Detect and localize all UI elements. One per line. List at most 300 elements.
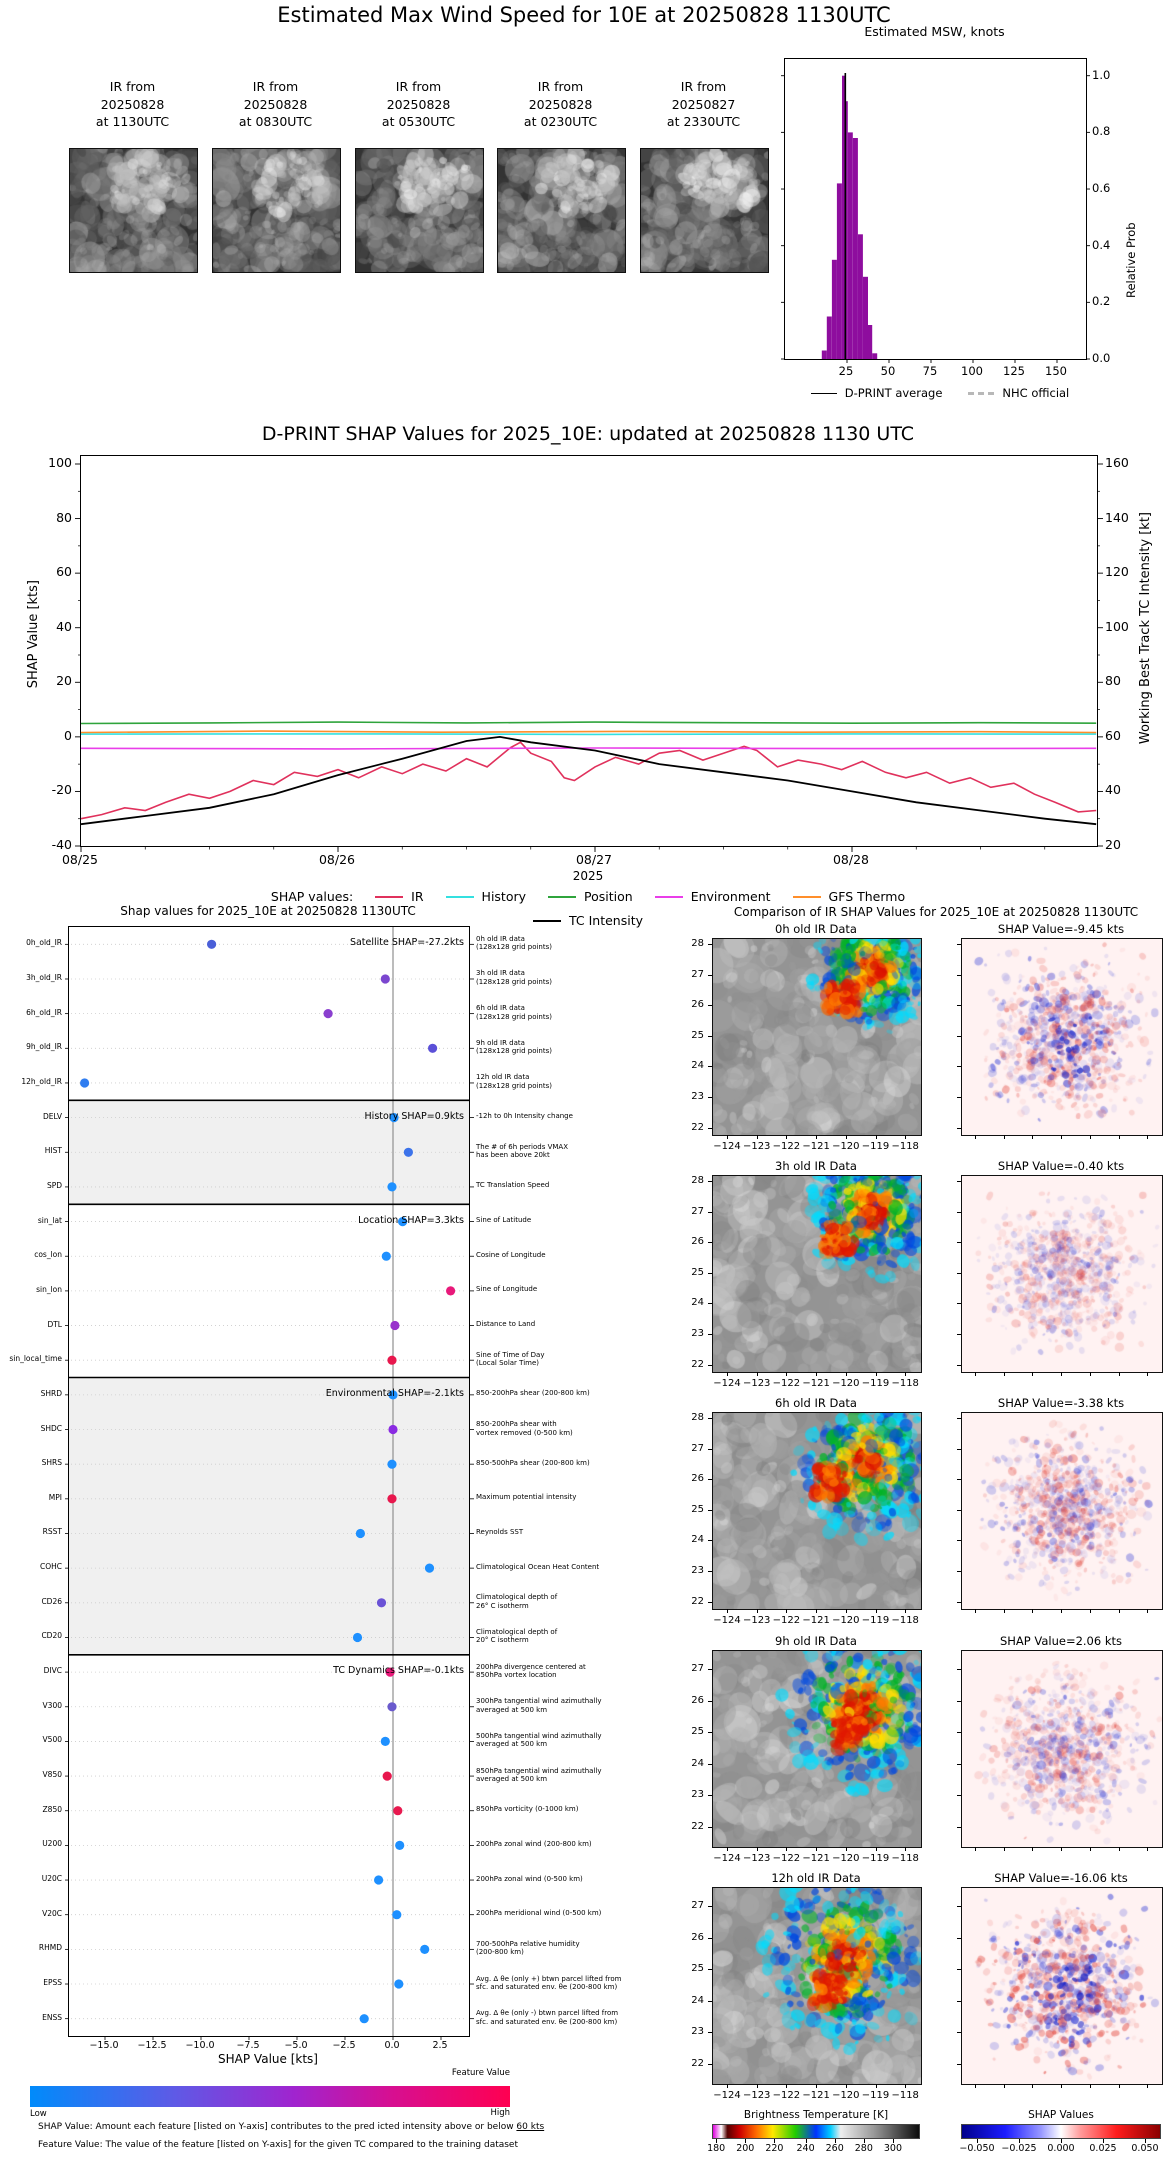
feature-label: V500 [42, 1735, 62, 1745]
feature-annotation [476, 1697, 676, 1714]
map-ytick: 23 [691, 1328, 704, 1339]
feature-annotation-line: 700-500hPa relative humidity [476, 1939, 580, 1948]
tick-mark [975, 1135, 976, 1139]
histogram-bar [832, 260, 837, 359]
comparison-ir-title: 6h old IR Data [775, 1396, 857, 1410]
shap-dot-sin_local_time [387, 1356, 396, 1365]
feature-label: MPI [48, 1492, 62, 1502]
tick-mark [816, 1135, 817, 1139]
shap-colorbar [961, 2124, 1161, 2139]
tick-mark [708, 1479, 712, 1480]
legend-label: NHC official [1002, 386, 1070, 400]
footnote-feature-value: Feature Value: The value of the feature [listed on Y-axis] for the given TC compared to the training dataset [38, 2140, 519, 2150]
feature-value-colorbar [30, 2086, 510, 2107]
section-header: Location SHAP=3.3kts [358, 1214, 464, 1226]
shap-dotplot [68, 926, 470, 2037]
histogram-bar [853, 138, 858, 359]
feature-annotation-line: has been above 20kt [476, 1151, 550, 1160]
feature-label: ENSS [42, 2012, 62, 2022]
tick-mark [708, 1701, 712, 1702]
histogram-bar [827, 317, 832, 360]
series-History [81, 734, 1096, 735]
feature-label: sin_lon [36, 1284, 62, 1294]
shap-dot-6h_old_IR [324, 1009, 333, 1018]
tick-mark [708, 975, 712, 976]
shap-dot-HIST [404, 1148, 413, 1157]
feature-label: RSST [42, 1527, 62, 1537]
shap-dot-Z850 [393, 1806, 402, 1815]
feature-annotation [476, 1628, 676, 1645]
feature-label: U200 [42, 1839, 62, 1849]
feature-label: 9h_old_IR [26, 1042, 62, 1052]
ir-thumb-label [630, 78, 777, 131]
feature-annotation [476, 1039, 676, 1056]
tick-mark [957, 1602, 961, 1603]
tick-mark [708, 1242, 712, 1243]
tick-mark [708, 1128, 712, 1129]
tick-mark [727, 1135, 728, 1139]
tick-mark [1032, 1135, 1033, 1139]
comparison-ir-title: 12h old IR Data [771, 1871, 861, 1885]
feature-annotation-line: 6h old IR data [476, 1004, 525, 1013]
tick-mark [957, 1669, 961, 1670]
map-ytick: 24 [691, 1060, 704, 1072]
feature-annotation-line: 850-200hPa shear with [476, 1420, 557, 1429]
legend-item [811, 386, 943, 400]
map-xtick: −119 [861, 1853, 890, 1864]
feature-annotation [476, 1940, 676, 1957]
shap-timeseries-plot [80, 455, 1098, 847]
tick-mark [708, 2064, 712, 2065]
feature-annotation-line: 200hPa zonal wind (200-800 km) [476, 1839, 592, 1848]
tick-mark [957, 1701, 961, 1702]
map-ytick: 24 [691, 1757, 704, 1769]
tick-mark [757, 1135, 758, 1139]
bt-colorbar-tick: 240 [796, 2143, 815, 2154]
legend-label: IR [411, 889, 424, 904]
tick-mark [975, 1847, 976, 1851]
ts-ytick-left: -20 [51, 782, 72, 798]
map-xtick: −124 [713, 2090, 741, 2101]
ir-thumb-label-line: IR from [395, 79, 442, 94]
ts-ytick-left: 80 [56, 509, 72, 525]
feature-annotation-line: 200hPa meridional wind (0-500 km) [476, 1909, 602, 1918]
feature-annotation-line: averaged at 500 km [476, 1705, 548, 1714]
tick-mark [957, 1005, 961, 1006]
tick-mark [957, 1365, 961, 1366]
map-ytick: 26 [691, 1236, 704, 1248]
feature-annotation [476, 1351, 676, 1368]
map-xtick: −120 [832, 1378, 860, 1389]
ir-thumb-label-line: IR from [537, 79, 584, 94]
map-xtick: −123 [742, 1378, 771, 1389]
ir-thumbnail-2 [355, 148, 484, 273]
shap-dot-ENSS [360, 2014, 369, 2023]
feature-annotation-line: 850hPa vortex location [476, 1671, 557, 1680]
feature-annotation [476, 935, 676, 952]
histogram-xtick: 75 [922, 364, 938, 378]
ir-thumb-label-line: at 2330UTC [666, 114, 741, 129]
shap-value-map-0 [961, 938, 1163, 1136]
page-title: Estimated Max Wind Speed for 10E at 20250828 1130UTC [277, 3, 891, 27]
map-xtick: −119 [861, 1378, 890, 1389]
ts-ytick-right: 140 [1105, 509, 1129, 525]
tick-mark [846, 1609, 847, 1613]
tick-mark [957, 1128, 961, 1129]
map-ytick: 27 [691, 1205, 704, 1217]
histogram-ytick: 0.6 [1092, 181, 1111, 196]
ir-thumb-label-line: IR from [252, 79, 299, 94]
ts-ytick-left: 0 [64, 727, 72, 743]
feature-annotation [476, 1073, 676, 1090]
tick-mark [708, 944, 712, 945]
tick-mark [708, 1827, 712, 1828]
bt-colorbar-tick: 200 [736, 2143, 755, 2154]
map-xtick: −122 [772, 1141, 801, 1152]
feature-annotation-line: -12h to 0h Intensity change [476, 1112, 573, 1121]
tick-mark [846, 1135, 847, 1139]
map-ytick: 27 [691, 968, 704, 980]
ts-ytick-right: 160 [1105, 455, 1129, 470]
tick-mark [708, 1365, 712, 1366]
footnote-shap-underline: 60 kts [516, 2122, 545, 2132]
tick-mark [708, 1036, 712, 1037]
feature-label: 6h_old_IR [26, 1007, 62, 1017]
feature-annotation-line: Cosine of Longitude [476, 1250, 546, 1259]
map-ytick: 25 [691, 1029, 704, 1041]
ir-thumb-label-line: at 1130UTC [95, 114, 170, 129]
tick-mark [1090, 1135, 1091, 1139]
tick-mark [957, 1097, 961, 1098]
feature-annotation [476, 1732, 676, 1749]
ir-thumb-label-line: 20250828 [528, 96, 593, 112]
tick-mark [957, 1510, 961, 1511]
map-ytick: 25 [691, 1503, 704, 1515]
feature-label: sin_local_time [9, 1354, 62, 1364]
shap-colorbar-tick: −0.025 [1001, 2143, 1037, 2154]
series-Environment [81, 748, 1096, 749]
tick-mark [1032, 1372, 1033, 1376]
map-xtick: −122 [772, 1378, 801, 1389]
tick-mark [1061, 1609, 1062, 1613]
tick-mark [708, 1938, 712, 1939]
feature-annotation-line: (128x128 grid points) [476, 1012, 552, 1021]
feature-label: CD26 [41, 1596, 62, 1606]
comparison-ir-title: 3h old IR Data [775, 1159, 857, 1173]
shap-value-map-2 [961, 1412, 1163, 1610]
tick-mark [1032, 1847, 1033, 1851]
histogram-xtick: 150 [1045, 364, 1067, 378]
tick-mark [708, 1212, 712, 1213]
feature-annotation [476, 1909, 676, 1918]
timeseries-ylabel-left: SHAP Value [kts] [26, 580, 41, 689]
tick-mark [708, 1066, 712, 1067]
map-xtick: −124 [713, 1853, 741, 1864]
tick-mark [1119, 1847, 1120, 1851]
msw-histogram [784, 58, 1087, 360]
map-ytick: 27 [691, 1663, 704, 1674]
tick-mark [876, 1609, 877, 1613]
bt-colorbar-tick: 260 [825, 2143, 844, 2154]
map-xtick: −120 [832, 1615, 860, 1626]
section-header: History SHAP=0.9kts [364, 1110, 464, 1122]
tick-mark [905, 2084, 906, 2088]
shap-dot-SPD [387, 1182, 396, 1191]
map-ytick: 22 [691, 2058, 704, 2069]
map-xtick: −121 [802, 1615, 830, 1626]
tick-mark [846, 1372, 847, 1376]
map-xtick: −121 [802, 2090, 830, 2101]
tick-mark [786, 1135, 787, 1139]
map-ytick: 22 [691, 1358, 704, 1370]
feature-annotation-line: (200-800 km) [476, 1948, 524, 1957]
ts-ytick-right: 80 [1105, 673, 1121, 689]
tick-mark [757, 2084, 758, 2088]
tick-mark [957, 1571, 961, 1572]
map-ytick: 22 [691, 1821, 704, 1832]
tick-mark [816, 1609, 817, 1613]
ir-data-image-1 [712, 1175, 922, 1373]
feature-label: HIST [44, 1146, 62, 1156]
feature-annotation [476, 1805, 676, 1814]
dp-xtick: 2.5 [432, 2040, 448, 2051]
histogram-title: Estimated MSW, knots [864, 24, 1005, 39]
feature-label: U20C [41, 1874, 62, 1884]
histogram-bar [863, 277, 868, 359]
map-ytick: 22 [691, 1121, 704, 1133]
feature-annotation [476, 1216, 676, 1225]
feature-annotation-line: 850-500hPa shear (200-800 km) [476, 1458, 590, 1467]
histogram-bar [872, 353, 877, 359]
tick-mark [1119, 1372, 1120, 1376]
section-shading [69, 1378, 469, 1655]
tick-mark [1119, 2084, 1120, 2088]
tick-mark [708, 1969, 712, 1970]
histogram-ylabel: Relative Prob [1124, 222, 1138, 298]
tick-mark [1147, 1372, 1148, 1376]
histogram-ytick: 0.4 [1092, 237, 1111, 252]
legend-swatch [375, 896, 403, 898]
tick-mark [846, 2084, 847, 2088]
section-header: Environmental SHAP=-2.1kts [325, 1387, 464, 1399]
tick-mark [1004, 1609, 1005, 1613]
map-ytick: 28 [691, 938, 704, 949]
feature-annotation-line: 850-200hPa shear (200-800 km) [476, 1389, 590, 1398]
ir-data-image-0 [712, 938, 922, 1136]
feature-label: EPSS [43, 1978, 62, 1988]
histogram-legend [730, 386, 1150, 400]
dp-xtick: −7.5 [236, 2040, 260, 2051]
shap-dot-V850 [383, 1772, 392, 1781]
legend-swatch [655, 896, 683, 898]
tick-mark [876, 1847, 877, 1851]
feature-annotation [476, 1004, 676, 1021]
tick-mark [905, 1847, 906, 1851]
shap-dot-9h_old_IR [428, 1044, 437, 1053]
shap-dot-RHMD [420, 1945, 429, 1954]
tick-mark [1147, 1135, 1148, 1139]
feature-annotation-line: (128x128 grid points) [476, 943, 552, 952]
tick-mark [957, 2032, 961, 2033]
tick-mark [708, 1418, 712, 1419]
ir-thumb-label-line: 20250827 [671, 96, 736, 112]
shap-dot-cos_lon [382, 1252, 391, 1261]
feature-annotation-line: 12h old IR data [476, 1073, 530, 1082]
legend-item [655, 889, 771, 904]
comparison-shap-title: SHAP Value=2.06 kts [999, 1634, 1123, 1648]
dotplot-title: Shap values for 2025_10E at 20250828 1130UTC [120, 904, 416, 918]
tick-mark [975, 1609, 976, 1613]
map-xtick: −124 [713, 1141, 741, 1152]
feature-label: 0h_old_IR [26, 938, 62, 948]
histogram-bar [858, 234, 863, 359]
feature-annotation [476, 1251, 676, 1260]
ir-thumb-label [345, 78, 492, 131]
dp-xtick: −12.5 [137, 2040, 167, 2051]
feature-annotation-line: Distance to Land [476, 1320, 536, 1329]
feature-annotation-line: Maximum potential intensity [476, 1493, 577, 1502]
map-ytick: 26 [691, 1931, 704, 1943]
dotplot-xlabel: SHAP Value [kts] [218, 2052, 318, 2066]
tick-mark [708, 1732, 712, 1733]
tick-mark [957, 1540, 961, 1541]
tick-mark [846, 1847, 847, 1851]
map-xtick: −122 [772, 1615, 801, 1626]
map-xtick: −119 [861, 2090, 890, 2101]
feature-annotation-line: (128x128 grid points) [476, 1081, 552, 1090]
tick-mark [708, 1540, 712, 1541]
shap-dot-U20C [374, 1875, 383, 1884]
tick-mark [727, 1609, 728, 1613]
tick-mark [1147, 2084, 1148, 2088]
comparison-ir-title: 0h old IR Data [775, 922, 857, 936]
shap-dot-COHC [425, 1564, 434, 1573]
shap-dot-sin_lon [446, 1286, 455, 1295]
ts-xtick: 08/28 [832, 852, 870, 867]
tick-mark [905, 1372, 906, 1376]
map-xtick: −124 [713, 1378, 741, 1389]
shap-value-map-4 [961, 1887, 1163, 2085]
map-xtick: −118 [891, 1378, 919, 1389]
feature-label: 12h_old_IR [21, 1076, 62, 1086]
feature-label: DELV [43, 1111, 62, 1121]
map-xtick: −123 [742, 1853, 771, 1864]
tick-mark [1061, 1372, 1062, 1376]
feature-label: CD20 [41, 1631, 62, 1641]
tick-mark [727, 1372, 728, 1376]
tick-mark [708, 1097, 712, 1098]
comparison-shap-title: SHAP Value=-9.45 kts [997, 922, 1125, 936]
map-ytick: 25 [691, 1726, 704, 1738]
tick-mark [957, 1418, 961, 1419]
timeseries-xlabel: 2025 [572, 869, 604, 883]
feature-annotation [476, 1528, 676, 1537]
feature-value-colorbar-label: Feature Value [451, 2068, 510, 2078]
legend-swatch [793, 896, 821, 898]
ir-thumb-label-line: IR from [680, 79, 727, 94]
map-xtick: −119 [861, 1615, 890, 1626]
feature-annotation [476, 969, 676, 986]
feature-annotation-line: 9h old IR data [476, 1038, 525, 1047]
ts-xtick: 08/26 [318, 852, 356, 867]
tick-mark [1061, 1135, 1062, 1139]
shap-dot-V300 [387, 1702, 396, 1711]
tick-mark [1090, 1609, 1091, 1613]
tick-mark [975, 1372, 976, 1376]
feature-annotation-line: 20° C isotherm [476, 1636, 529, 1645]
legend-item [375, 889, 423, 904]
colorbar-high-label: High [490, 2108, 510, 2118]
feature-label: cos_lon [34, 1250, 62, 1260]
shap-dot-V500 [381, 1737, 390, 1746]
shap-value-map-1 [961, 1175, 1163, 1373]
ts-ytick-left: 100 [48, 455, 72, 470]
tick-mark [957, 2001, 961, 2002]
bt-colorbar [712, 2124, 920, 2139]
map-ytick: 24 [691, 1994, 704, 2006]
map-ytick: 26 [691, 999, 704, 1011]
shap-colorbar-title: SHAP Values [1028, 2109, 1094, 2121]
tick-mark [708, 2001, 712, 2002]
feature-annotation-line: Reynolds SST [476, 1527, 524, 1536]
comparison-shap-title: SHAP Value=-16.06 kts [994, 1871, 1128, 1885]
ir-data-image-2 [712, 1412, 922, 1610]
map-xtick: −124 [713, 1615, 741, 1626]
feature-annotation-line: Avg. Δ θe (only +) btwn parcel lifted from [476, 1974, 622, 1983]
histogram-ytick: 0.0 [1092, 351, 1111, 365]
shap-dot-SHRS [387, 1460, 396, 1469]
tick-mark [957, 1795, 961, 1796]
histogram-xtick: 125 [1003, 364, 1025, 378]
tick-mark [1147, 1847, 1148, 1851]
tick-mark [1004, 1135, 1005, 1139]
tick-mark [957, 1732, 961, 1733]
ir-thumb-label [487, 78, 634, 131]
tick-mark [1004, 1847, 1005, 1851]
map-ytick: 27 [691, 1442, 704, 1454]
tick-mark [957, 975, 961, 976]
map-xtick: −120 [832, 2090, 860, 2101]
histogram-ytick: 1.0 [1092, 67, 1111, 82]
map-xtick: −118 [891, 1615, 919, 1626]
tick-mark [957, 2064, 961, 2065]
map-xtick: −123 [742, 2090, 771, 2101]
feature-label: COHC [39, 1562, 62, 1572]
histogram-bar [868, 325, 872, 359]
histogram-xtick: 100 [961, 364, 983, 378]
tick-mark [1090, 1847, 1091, 1851]
tick-mark [1119, 1135, 1120, 1139]
ts-ytick-left: 20 [56, 673, 72, 689]
tick-mark [786, 1609, 787, 1613]
shap-dot-MPI [387, 1494, 396, 1503]
map-ytick: 24 [691, 1297, 704, 1309]
map-xtick: −121 [802, 1853, 830, 1864]
feature-annotation-line: 500hPa tangential wind azimuthally [476, 1731, 602, 1740]
feature-annotation-line: Sine of Longitude [476, 1285, 538, 1294]
ir-data-image-3 [712, 1650, 922, 1848]
tick-mark [757, 1609, 758, 1613]
tick-mark [708, 1303, 712, 1304]
map-xtick: −120 [832, 1853, 860, 1864]
ts-ytick-right: 20 [1105, 837, 1121, 852]
feature-annotation [476, 1875, 676, 1884]
feature-annotation-line: The # of 6h periods VMAX [476, 1142, 569, 1151]
comparison-shap-title: SHAP Value=-0.40 kts [997, 1159, 1125, 1173]
ir-data-image-4 [712, 1887, 922, 2085]
feature-annotation [476, 1767, 676, 1784]
tick-mark [957, 1181, 961, 1182]
